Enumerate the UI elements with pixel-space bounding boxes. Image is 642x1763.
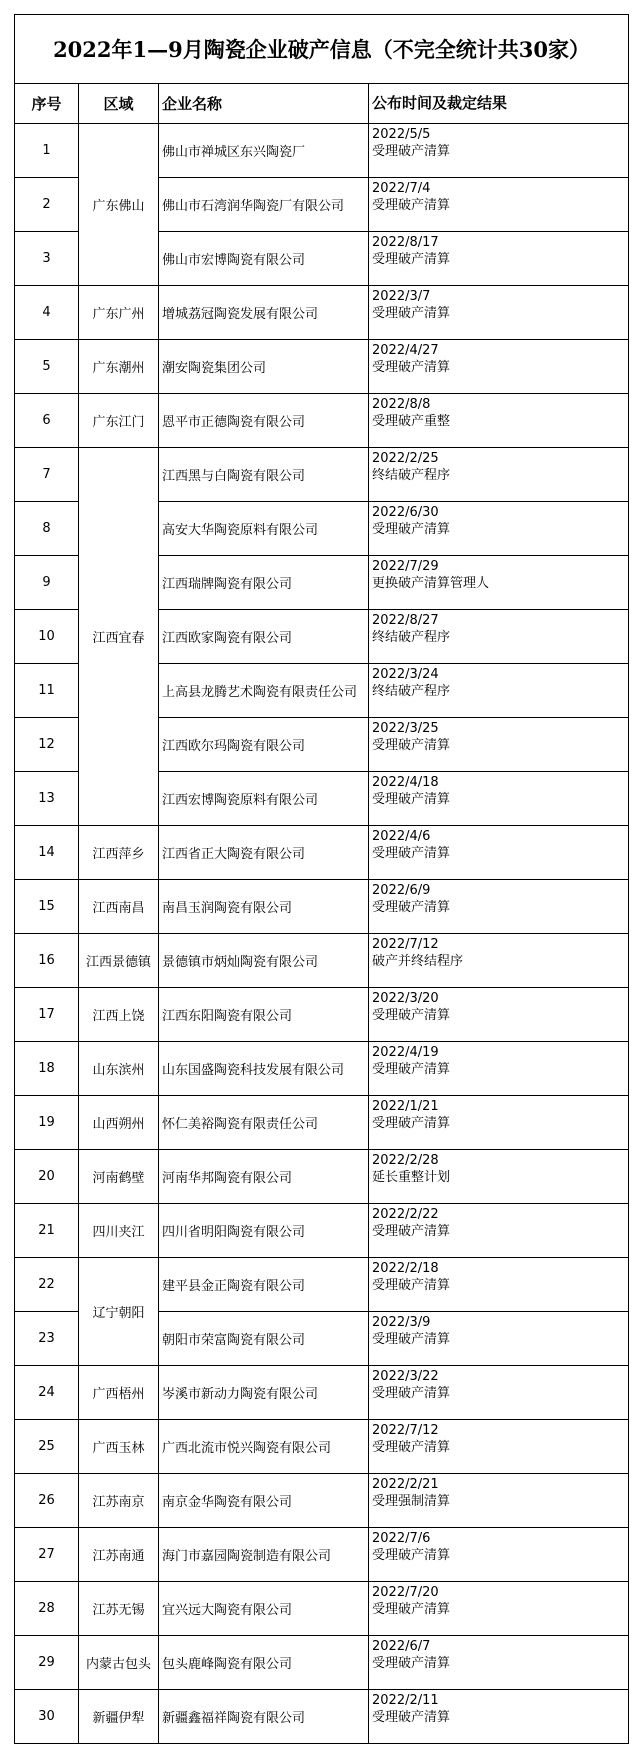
publish-date: 2022/8/8 — [372, 397, 431, 412]
region-cell: 四川夹江 — [79, 1204, 159, 1258]
publish-date: 2022/8/17 — [372, 235, 439, 250]
row-seq: 19 — [15, 1096, 79, 1150]
row-seq: 7 — [15, 448, 79, 502]
publish-date: 2022/6/30 — [372, 505, 439, 520]
company-name: 佛山市禅城区东兴陶瓷厂 — [159, 124, 369, 178]
ruling-result: 更换破产清算管理人 — [372, 576, 490, 591]
company-name: 南京金华陶瓷有限公司 — [159, 1474, 369, 1528]
ruling-result: 受理强制清算 — [372, 1494, 451, 1509]
region-cell: 广东广州 — [79, 286, 159, 340]
publish-date: 2022/2/21 — [372, 1477, 439, 1492]
region-cell: 山西朔州 — [79, 1096, 159, 1150]
region-cell: 广东江门 — [79, 394, 159, 448]
table-row — [15, 826, 629, 880]
ruling-result: 受理破产清算 — [372, 1332, 451, 1347]
bankruptcy-table-sheet — [14, 14, 628, 1744]
ruling-result: 受理破产清算 — [372, 1224, 451, 1239]
ruling-result: 受理破产清算 — [372, 1602, 451, 1617]
table-row — [15, 286, 629, 340]
company-name: 岑溪市新动力陶瓷有限公司 — [159, 1366, 369, 1420]
header-result: 公布时间及裁定结果 — [369, 84, 629, 124]
company-name: 江西欧家陶瓷有限公司 — [159, 610, 369, 664]
table-row — [15, 1528, 629, 1582]
row-seq: 27 — [15, 1528, 79, 1582]
row-seq: 15 — [15, 880, 79, 934]
company-name: 海门市嘉园陶瓷制造有限公司 — [159, 1528, 369, 1582]
publish-date: 2022/3/25 — [372, 721, 439, 736]
row-seq: 5 — [15, 340, 79, 394]
result-cell — [369, 1258, 629, 1312]
row-seq: 10 — [15, 610, 79, 664]
company-name: 江西省正大陶瓷有限公司 — [159, 826, 369, 880]
table-row — [15, 1096, 629, 1150]
company-name: 上高县龙腾艺术陶瓷有限责任公司 — [159, 664, 369, 718]
company-name: 新疆鑫福祥陶瓷有限公司 — [159, 1690, 369, 1744]
publish-date: 2022/5/5 — [372, 127, 431, 142]
table-row — [15, 1150, 629, 1204]
region-cell: 江西萍乡 — [79, 826, 159, 880]
result-cell — [369, 1150, 629, 1204]
row-seq: 17 — [15, 988, 79, 1042]
publish-date: 2022/6/7 — [372, 1639, 431, 1654]
result-cell — [369, 1366, 629, 1420]
publish-date: 2022/1/21 — [372, 1099, 439, 1114]
region-cell: 广西梧州 — [79, 1366, 159, 1420]
row-seq: 2 — [15, 178, 79, 232]
ruling-result: 终结破产程序 — [372, 468, 451, 483]
table-row — [15, 1690, 629, 1744]
region-cell: 新疆伊犁 — [79, 1690, 159, 1744]
ruling-result: 受理破产重整 — [372, 414, 451, 429]
result-cell — [369, 880, 629, 934]
region-cell: 江西上饶 — [79, 988, 159, 1042]
table-row — [15, 340, 629, 394]
company-name: 江西黑与白陶瓷有限公司 — [159, 448, 369, 502]
publish-date: 2022/3/20 — [372, 991, 439, 1006]
result-cell — [369, 1582, 629, 1636]
region-cell: 河南鹤壁 — [79, 1150, 159, 1204]
region-cell: 山东滨州 — [79, 1042, 159, 1096]
row-seq: 28 — [15, 1582, 79, 1636]
row-seq: 3 — [15, 232, 79, 286]
header-name: 企业名称 — [159, 84, 369, 124]
row-seq: 8 — [15, 502, 79, 556]
ruling-result: 延长重整计划 — [372, 1170, 451, 1185]
result-cell — [369, 1096, 629, 1150]
table-row — [15, 880, 629, 934]
result-cell — [369, 394, 629, 448]
company-name: 包头鹿峰陶瓷有限公司 — [159, 1636, 369, 1690]
row-seq: 14 — [15, 826, 79, 880]
table-row — [15, 1204, 629, 1258]
region-cell: 辽宁朝阳 — [79, 1258, 159, 1366]
publish-date: 2022/2/28 — [372, 1153, 439, 1168]
result-cell — [369, 124, 629, 178]
company-name: 江西瑞牌陶瓷有限公司 — [159, 556, 369, 610]
company-name: 怀仁美裕陶瓷有限责任公司 — [159, 1096, 369, 1150]
row-seq: 4 — [15, 286, 79, 340]
row-seq: 30 — [15, 1690, 79, 1744]
ruling-result: 受理破产清算 — [372, 1062, 451, 1077]
publish-date: 2022/7/4 — [372, 181, 431, 196]
ruling-result: 受理破产清算 — [372, 1116, 451, 1131]
region-cell: 江苏南京 — [79, 1474, 159, 1528]
result-cell — [369, 556, 629, 610]
result-cell — [369, 502, 629, 556]
row-seq: 23 — [15, 1312, 79, 1366]
ruling-result: 受理破产清算 — [372, 1440, 451, 1455]
row-seq: 25 — [15, 1420, 79, 1474]
region-cell: 广东潮州 — [79, 340, 159, 394]
result-cell — [369, 610, 629, 664]
region-cell: 广西玉林 — [79, 1420, 159, 1474]
publish-date: 2022/7/12 — [372, 1423, 439, 1438]
row-seq: 11 — [15, 664, 79, 718]
table-row — [15, 1474, 629, 1528]
result-cell — [369, 178, 629, 232]
publish-date: 2022/2/18 — [372, 1261, 439, 1276]
publish-date: 2022/3/9 — [372, 1315, 431, 1330]
company-name: 恩平市正德陶瓷有限公司 — [159, 394, 369, 448]
ruling-result: 受理破产清算 — [372, 522, 451, 537]
result-cell — [369, 448, 629, 502]
region-cell: 广东佛山 — [79, 124, 159, 286]
header-seq: 序号 — [15, 84, 79, 124]
header-row — [15, 84, 629, 124]
company-name: 潮安陶瓷集团公司 — [159, 340, 369, 394]
row-seq: 13 — [15, 772, 79, 826]
row-seq: 29 — [15, 1636, 79, 1690]
ruling-result: 受理破产清算 — [372, 252, 451, 267]
publish-date: 2022/2/22 — [372, 1207, 439, 1222]
table-row — [15, 988, 629, 1042]
table-row — [15, 1366, 629, 1420]
company-name: 江西宏博陶瓷原料有限公司 — [159, 772, 369, 826]
result-cell — [369, 718, 629, 772]
publish-date: 2022/7/12 — [372, 937, 439, 952]
ruling-result: 受理破产清算 — [372, 198, 451, 213]
result-cell — [369, 1528, 629, 1582]
region-cell: 江西南昌 — [79, 880, 159, 934]
ruling-result: 受理破产清算 — [372, 1548, 451, 1563]
company-name: 高安大华陶瓷原料有限公司 — [159, 502, 369, 556]
company-name: 江西东阳陶瓷有限公司 — [159, 988, 369, 1042]
table-row — [15, 394, 629, 448]
table-row — [15, 1258, 629, 1312]
publish-date: 2022/2/11 — [372, 1693, 439, 1708]
table-row — [15, 1582, 629, 1636]
company-name: 四川省明阳陶瓷有限公司 — [159, 1204, 369, 1258]
company-name: 佛山市宏博陶瓷有限公司 — [159, 232, 369, 286]
company-name: 宜兴远大陶瓷有限公司 — [159, 1582, 369, 1636]
publish-date: 2022/7/6 — [372, 1531, 431, 1546]
result-cell — [369, 1312, 629, 1366]
company-name: 增城荔冠陶瓷发展有限公司 — [159, 286, 369, 340]
ruling-result: 受理破产清算 — [372, 738, 451, 753]
row-seq: 26 — [15, 1474, 79, 1528]
row-seq: 1 — [15, 124, 79, 178]
ruling-result: 破产并终结程序 — [372, 954, 464, 969]
publish-date: 2022/4/27 — [372, 343, 439, 358]
ruling-result: 受理破产清算 — [372, 1656, 451, 1671]
ruling-result: 受理破产清算 — [372, 1278, 451, 1293]
ruling-result: 终结破产程序 — [372, 630, 451, 645]
table-row — [15, 1420, 629, 1474]
table-row — [15, 124, 629, 178]
region-cell: 江苏无锡 — [79, 1582, 159, 1636]
header-region: 区域 — [79, 84, 159, 124]
row-seq: 16 — [15, 934, 79, 988]
row-seq: 20 — [15, 1150, 79, 1204]
bankruptcy-table — [14, 14, 629, 1744]
company-name: 江西欧尔玛陶瓷有限公司 — [159, 718, 369, 772]
row-seq: 6 — [15, 394, 79, 448]
region-cell: 江西景德镇 — [79, 934, 159, 988]
company-name: 景德镇市炳灿陶瓷有限公司 — [159, 934, 369, 988]
row-seq: 22 — [15, 1258, 79, 1312]
publish-date: 2022/3/7 — [372, 289, 431, 304]
result-cell — [369, 772, 629, 826]
company-name: 广西北流市悦兴陶瓷有限公司 — [159, 1420, 369, 1474]
publish-date: 2022/3/24 — [372, 667, 439, 682]
result-cell — [369, 286, 629, 340]
company-name: 朝阳市荣富陶瓷有限公司 — [159, 1312, 369, 1366]
ruling-result: 受理破产清算 — [372, 846, 451, 861]
ruling-result: 受理破产清算 — [372, 900, 451, 915]
result-cell — [369, 1636, 629, 1690]
ruling-result: 受理破产清算 — [372, 144, 451, 159]
company-name: 建平县金正陶瓷有限公司 — [159, 1258, 369, 1312]
row-seq: 24 — [15, 1366, 79, 1420]
publish-date: 2022/6/9 — [372, 883, 431, 898]
row-seq: 12 — [15, 718, 79, 772]
publish-date: 2022/4/18 — [372, 775, 439, 790]
table-row — [15, 1042, 629, 1096]
region-cell: 内蒙古包头 — [79, 1636, 159, 1690]
result-cell — [369, 664, 629, 718]
result-cell — [369, 232, 629, 286]
company-name: 山东国盛陶瓷科技发展有限公司 — [159, 1042, 369, 1096]
publish-date: 2022/8/27 — [372, 613, 439, 628]
result-cell — [369, 988, 629, 1042]
ruling-result: 受理破产清算 — [372, 1008, 451, 1023]
result-cell — [369, 934, 629, 988]
result-cell — [369, 1690, 629, 1744]
result-cell — [369, 1204, 629, 1258]
ruling-result: 受理破产清算 — [372, 792, 451, 807]
result-cell — [369, 340, 629, 394]
ruling-result: 受理破产清算 — [372, 1710, 451, 1725]
table-row — [15, 448, 629, 502]
result-cell — [369, 1042, 629, 1096]
publish-date: 2022/7/20 — [372, 1585, 439, 1600]
company-name: 佛山市石湾润华陶瓷厂有限公司 — [159, 178, 369, 232]
company-name: 河南华邦陶瓷有限公司 — [159, 1150, 369, 1204]
company-name: 南昌玉润陶瓷有限公司 — [159, 880, 369, 934]
ruling-result: 受理破产清算 — [372, 1386, 451, 1401]
result-cell — [369, 1474, 629, 1528]
ruling-result: 受理破产清算 — [372, 306, 451, 321]
result-cell — [369, 1420, 629, 1474]
table-row — [15, 934, 629, 988]
result-cell — [369, 826, 629, 880]
region-cell: 江西宜春 — [79, 448, 159, 826]
ruling-result: 终结破产程序 — [372, 684, 451, 699]
title-row — [15, 15, 629, 84]
region-cell: 江苏南通 — [79, 1528, 159, 1582]
ruling-result: 受理破产清算 — [372, 360, 451, 375]
table-title: 2022年1—9月陶瓷企业破产信息（不完全统计共30家） — [15, 15, 629, 84]
publish-date: 2022/4/6 — [372, 829, 431, 844]
row-seq: 9 — [15, 556, 79, 610]
row-seq: 18 — [15, 1042, 79, 1096]
publish-date: 2022/3/22 — [372, 1369, 439, 1384]
row-seq: 21 — [15, 1204, 79, 1258]
publish-date: 2022/2/25 — [372, 451, 439, 466]
publish-date: 2022/4/19 — [372, 1045, 439, 1060]
table-row — [15, 1636, 629, 1690]
publish-date: 2022/7/29 — [372, 559, 439, 574]
